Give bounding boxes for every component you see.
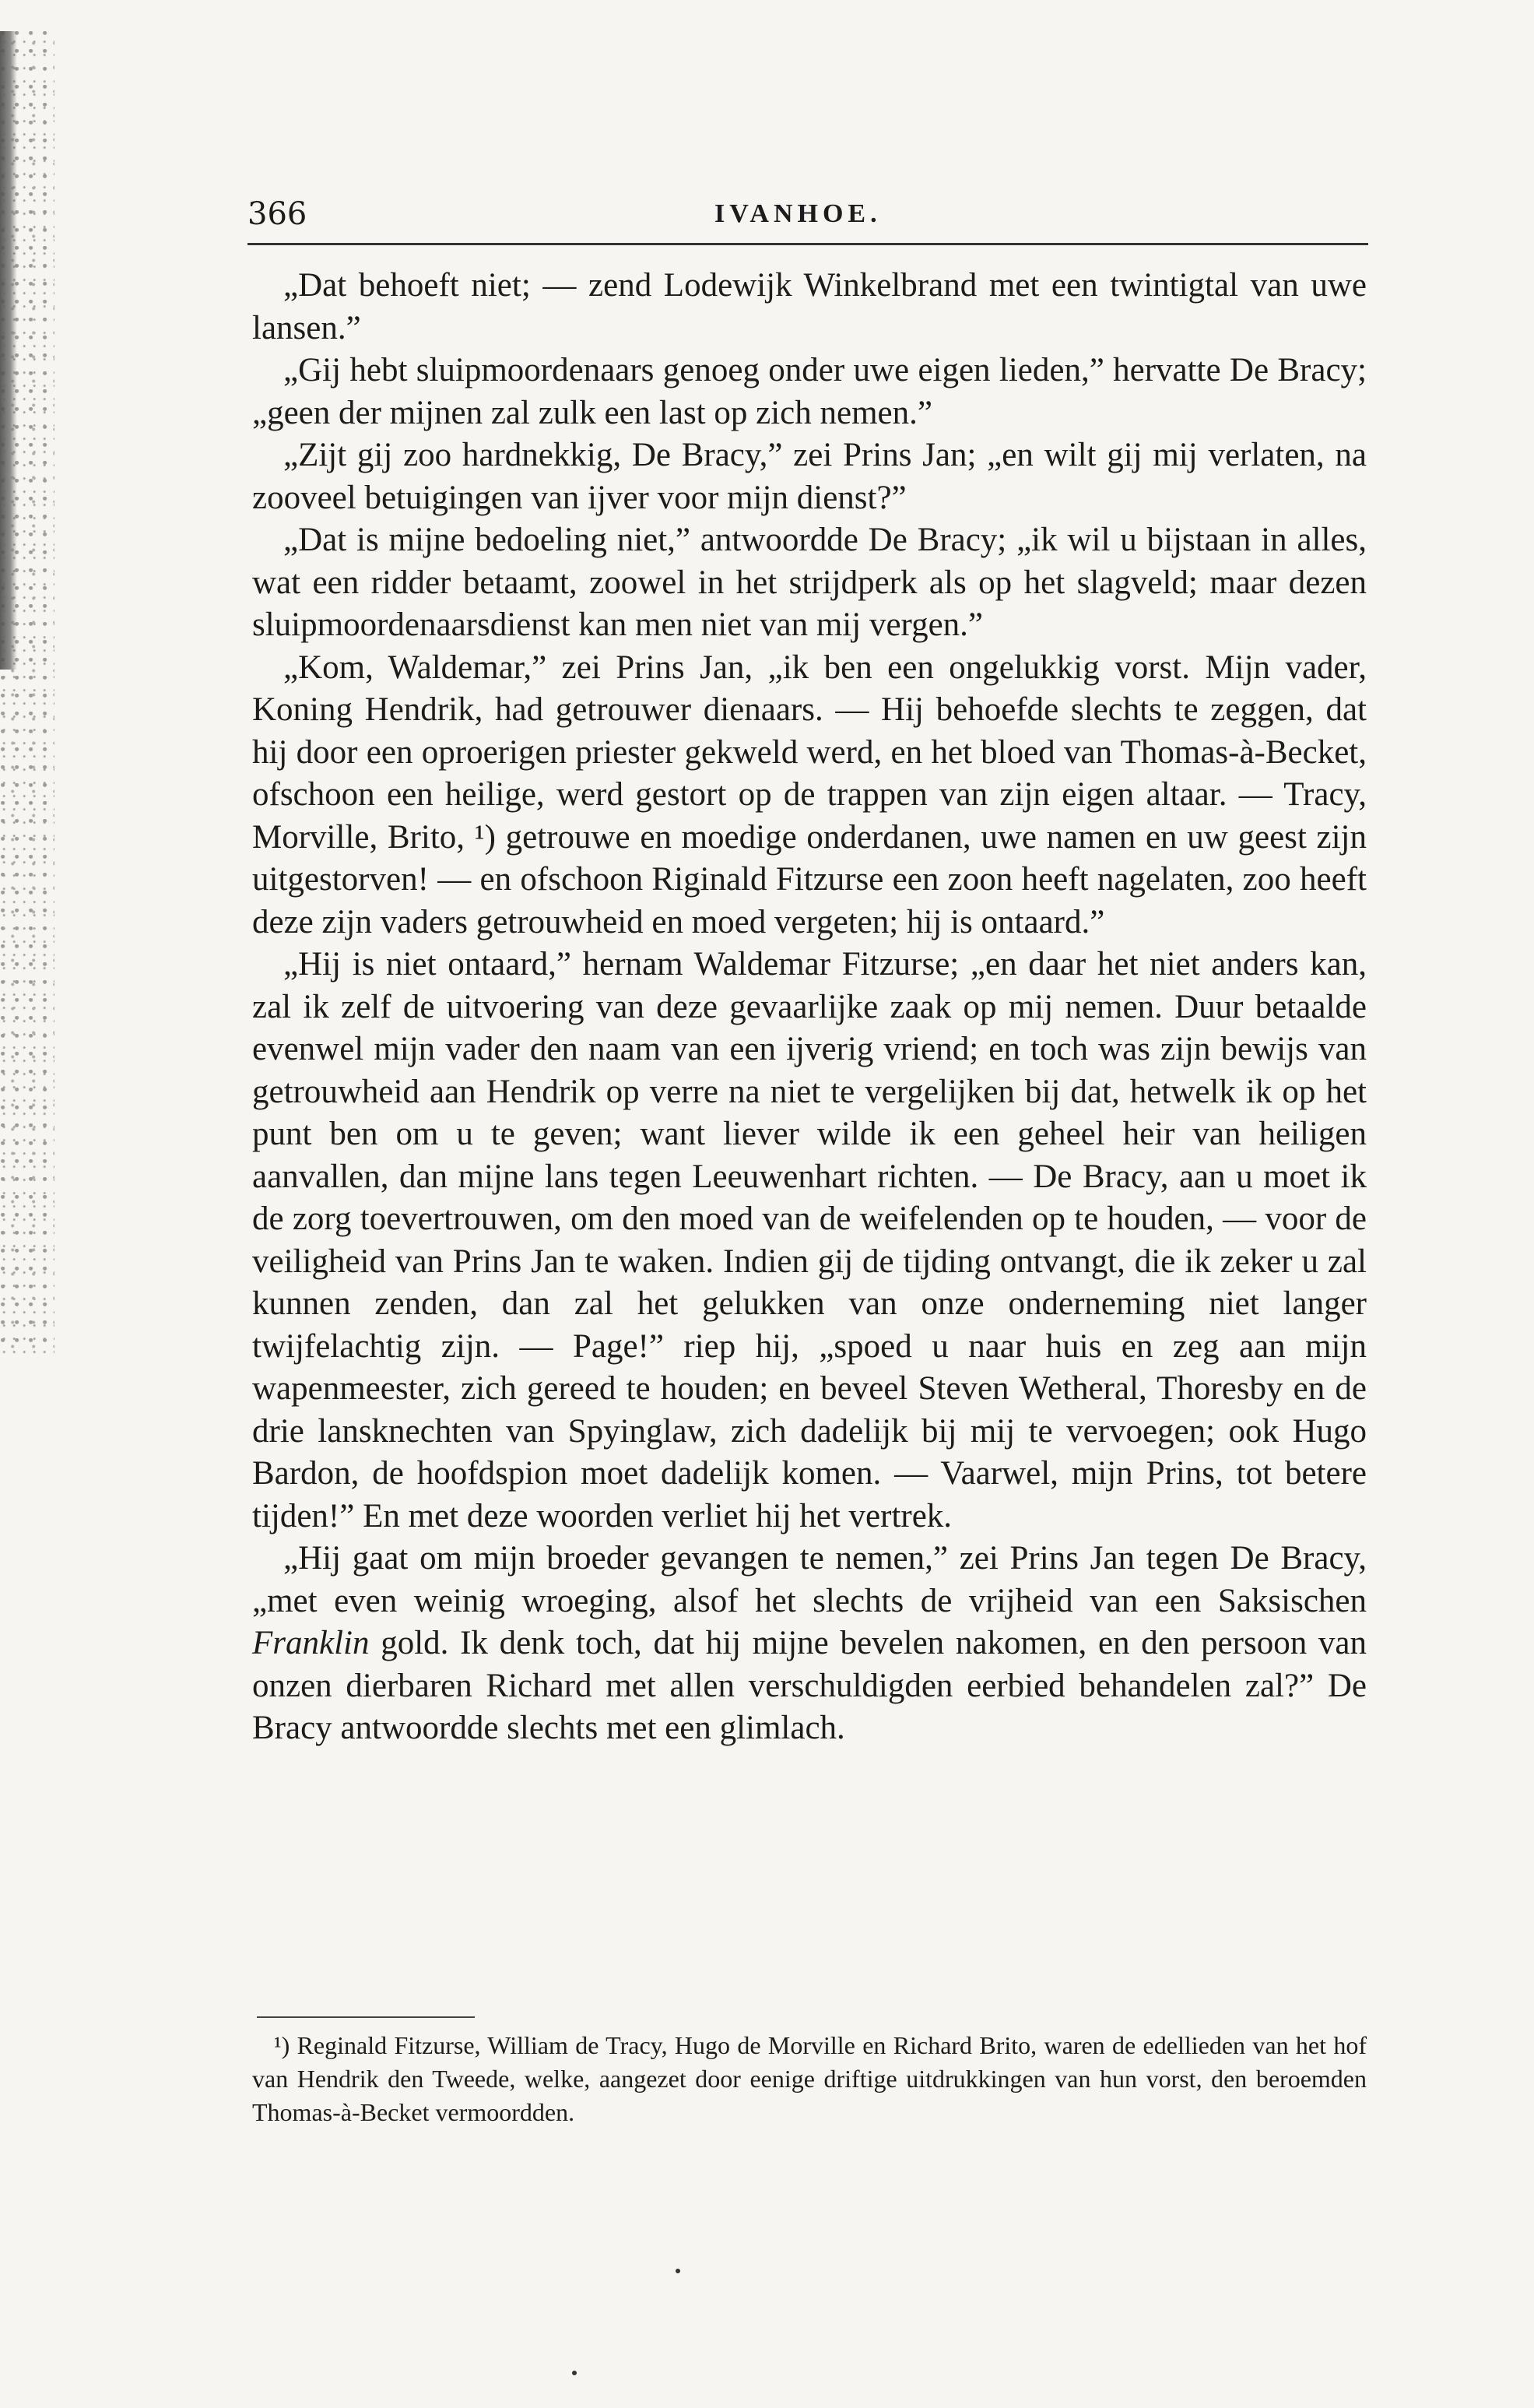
page-number: 366 bbox=[247, 196, 307, 232]
paragraph-last bbox=[252, 1538, 1367, 1750]
scan-speck bbox=[676, 2269, 680, 2273]
footnote-rule bbox=[257, 2016, 475, 2018]
paragraph: „Dat behoeft niet; — zend Lodewijk Winkelbrand met een twintigtal van uwe lansen.” bbox=[252, 267, 1367, 346]
footnote: ¹) Reginald Fitzurse, William de Tracy, Hugo de Morville en Richard Brito, waren de edellieden van het hof van Hendrik den Tweede, welke, aangezet door eenige driftige uitdrukkingen van hun vorst, den beroemden Thomas-à-Becket vermoordden. bbox=[252, 2031, 1367, 2126]
scan-speckle bbox=[0, 31, 54, 1355]
page-header bbox=[247, 191, 1368, 237]
paragraph: „Kom, Waldemar,” zei Prins Jan, „ik ben een ongelukkig vorst. Mijn vader, Koning Hendrik, had getrouwer dienaars. — Hij behoefde slechts te zeggen, dat hij door een oproerigen priester gekweld werd, en het bloed van Thomas-à-Becket, ofschoon een heilige, werd gestort op de trappen van zijn eigen altaar. — Tracy, Morville, Brito, ¹) getrouwe en moedige onderdanen, uwe namen en uw geest zijn uitgestorven! — en ofschoon Riginald Fitzurse een zoon heeft nagelaten, zoo heeft deze zijn vaders getrouwheid en moed vergeten; hij is ontaard.” bbox=[252, 649, 1367, 940]
header-rule bbox=[247, 243, 1368, 245]
main-text bbox=[252, 265, 1367, 1750]
paragraph: „Hij is niet ontaard,” hernam Waldemar Fitzurse; „en daar het niet anders kan, zal ik zelf de uitvoering van deze gevaarlijke zaak op mij nemen. Duur betaalde evenwel mijn vader den naam van een ijverig vriend; en toch was zijn bewijs van getrouwheid aan Hendrik op verre na niet te vergelijken bij dat, hetwelk ik op het punt ben om u te geven; want liever wilde ik een geheel heir van heiligen aanvallen, dan mijne lans tegen Leeuwenhart richten. — De Bracy, aan u moet ik de zorg toevertrouwen, om den moed van de weifelenden op te houden, — voor de veiligheid van Prins Jan te waken. Indien gij de tijding ontvangt, die ik zeker u zal kunnen zenden, dan zal het gelukken van onze onderneming niet langer twijfelachtig zijn. — Page!” riep hij, „spoed u naar huis en zeg aan mijn wapenmeester, zich gereed te houden; en beveel Steven Wetheral, Thoresby en de drie lansknechten van Spyinglaw, zich dadelijk bij mij te vervoegen; ook Hugo Bardon, de hoofdspion moet dadelijk komen. — Vaarwel, mijn Prins, tot betere tijden!” En met deze woorden verliet hij het vertrek. bbox=[252, 946, 1367, 1534]
paragraph: „Gij hebt sluipmoordenaars genoeg onder uwe eigen lieden,” hervatte De Bracy; „geen der mijnen zal zulk een last op zich nemen.” bbox=[252, 352, 1367, 431]
running-title: IVANHOE. bbox=[714, 199, 882, 228]
italic-word: Franklin bbox=[252, 1625, 370, 1661]
paragraph-text: gold. Ik denk toch, dat hij mijne bevelen nakomen, en den persoon van onzen dierbaren Richard met allen verschuldigden eerbied behandelen zal?” De Bracy antwoordde slechts met een glimlach. bbox=[252, 1625, 1367, 1746]
paragraph-text: „Hij gaat om mijn broeder gevangen te nemen,” zei Prins Jan tegen De Bracy, „met even weinig wroeging, alsof het slechts de vrijheid van een Saksischen bbox=[252, 1540, 1367, 1619]
paragraph: „Dat is mijne bedoeling niet,” antwoordde De Bracy; „ik wil u bijstaan in alles, wat een ridder betaamt, zoowel in het strijdperk als op het slagveld; maar dezen sluipmoordenaarsdienst kan men niet van mij vergen.” bbox=[252, 522, 1367, 643]
paragraph: „Zijt gij zoo hardnekkig, De Bracy,” zei Prins Jan; „en wilt gij mij verlaten, na zooveel betuigingen van ijver voor mijn dienst?” bbox=[252, 437, 1367, 516]
scan-speck bbox=[572, 2371, 577, 2375]
